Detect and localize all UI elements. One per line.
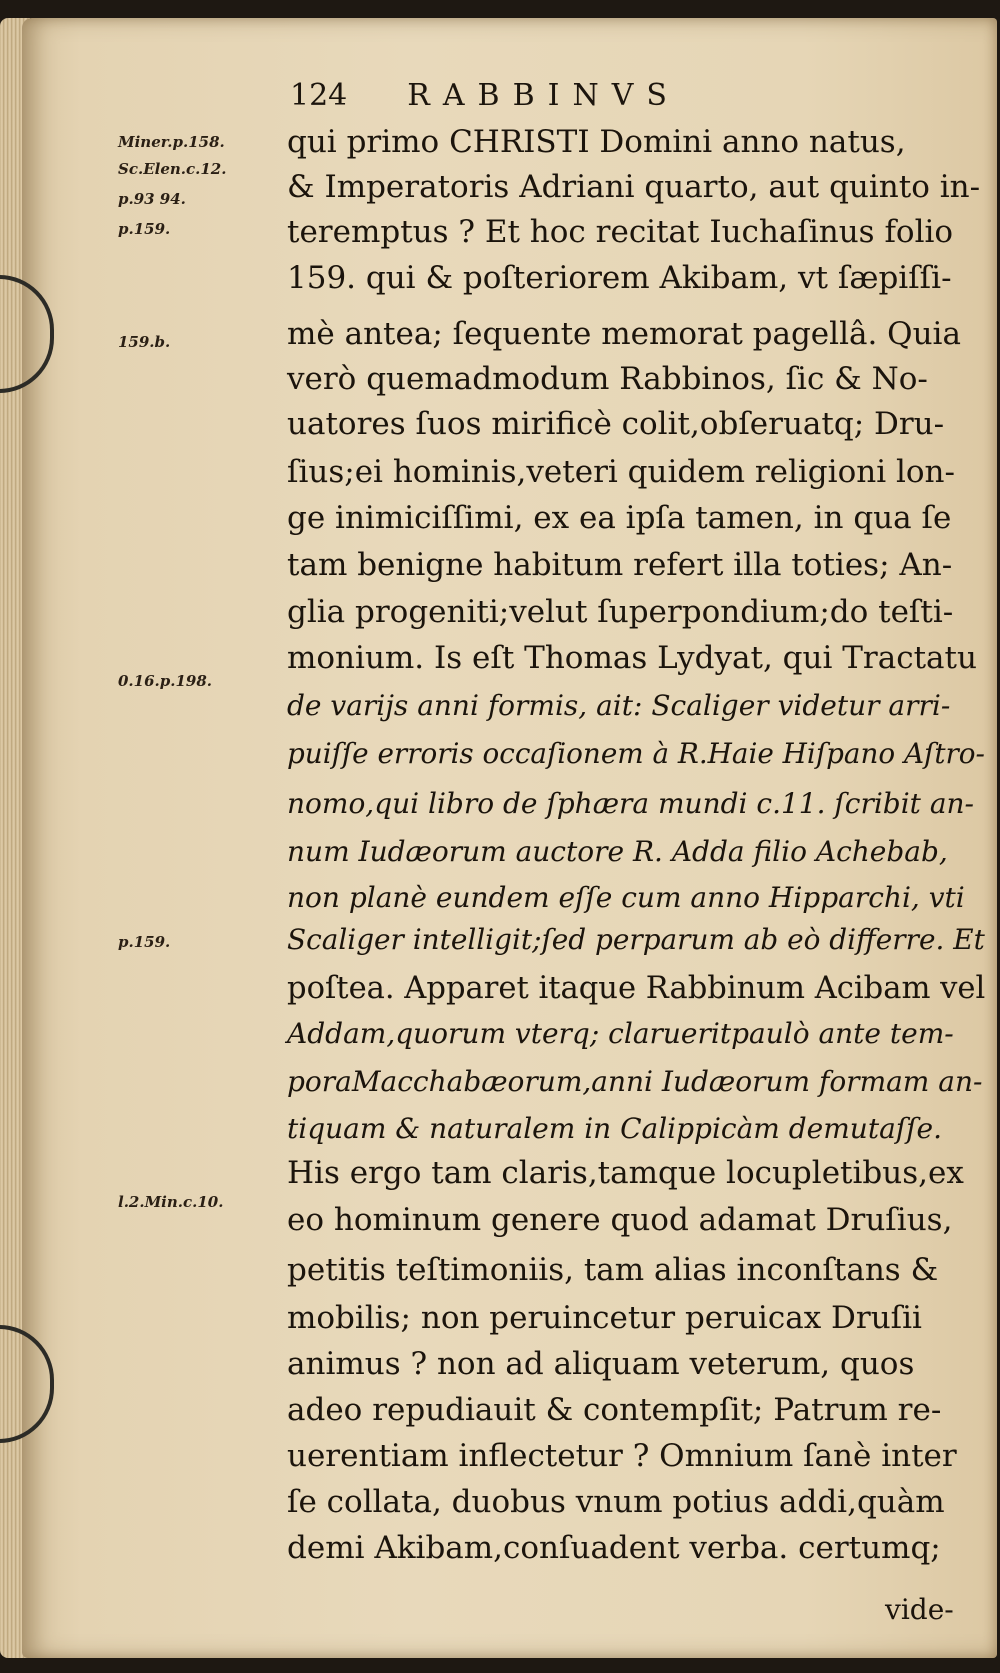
text-line: glia progeniti;velut ſuperpondium;do teſti- — [287, 594, 954, 630]
text-line: puiſſe erroris occaſionem à R.Haie Hiſpano Aſtro- — [287, 737, 985, 770]
text-line: verò quemadmodum Rabbinos, ſic & No- — [287, 361, 928, 397]
text-line: adeo repudiauit & contempſit; Patrum re- — [287, 1392, 942, 1428]
text-line: poſtea. Apparet itaque Rabbinum Acibam vel — [287, 970, 986, 1006]
text-line: eo hominum genere quod adamat Druſius, — [287, 1202, 953, 1238]
text-line: uatores ſuos mirificè colit,obſeruatq; Dru- — [287, 406, 945, 442]
running-header — [290, 78, 680, 118]
text-line: monium. Is eſt Thomas Lydyat, qui Tractatu — [287, 640, 977, 676]
margin-note: Sc.Elen.c.12. — [118, 160, 227, 178]
text-line: ge inimiciſſimi, ex ea ipſa tamen, in qua ſe — [287, 500, 952, 536]
text-line: mè antea; ſequente memorat pagellâ. Quia — [287, 316, 961, 352]
margin-note: p.159. — [118, 933, 171, 951]
running-title: RABBINVS — [407, 78, 680, 113]
text-line: num Iudæorum auctore R. Adda filio Achebab, — [287, 835, 948, 868]
text-line: ſius;ei hominis,veteri quidem religioni lon- — [287, 454, 955, 490]
text-line: His ergo tam claris,tamque locupletibus,ex — [287, 1155, 964, 1191]
text-line: ſe collata, duobus vnum potius addi,quàm — [287, 1484, 945, 1520]
text-line: teremptus ? Et hoc recitat Iuchaſinus folio — [287, 214, 954, 250]
text-line: Scaliger intelligit;ſed perparum ab eò differre. Et — [287, 923, 985, 956]
text-line: qui primo CHRISTI Domini anno natus, — [287, 124, 906, 160]
text-line: & Imperatoris Adriani quarto, aut quinto in- — [287, 169, 981, 205]
text-line: uerentiam inflectetur ? Omnium ſanè inter — [287, 1438, 957, 1474]
text-line: tiquam & naturalem in Calippicàm demutaſſe. — [287, 1112, 942, 1145]
margin-note: l.2.Min.c.10. — [118, 1193, 224, 1211]
text-line: poraMacchabæorum,anni Iudæorum formam an- — [287, 1065, 983, 1098]
margin-note: Miner.p.158. — [118, 133, 225, 151]
text-line: de varijs anni formis, ait: Scaliger videtur arri- — [287, 689, 951, 722]
text-line: petitis teſtimoniis, tam alias inconſtans & — [287, 1252, 939, 1288]
text-line: Addam,quorum vterq; clarueritpaulò ante tem- — [287, 1017, 954, 1050]
margin-note: 159.b. — [118, 333, 171, 351]
text-line: nomo,qui libro de ſphæra mundi c.11. ſcribit an- — [287, 787, 975, 820]
catchword: vide- — [885, 1593, 954, 1626]
margin-note: p.159. — [118, 220, 171, 238]
text-line: non planè eundem eſſe cum anno Hipparchi, vti — [287, 881, 965, 914]
text-line: mobilis; non peruincetur peruicax Druſii — [287, 1300, 922, 1336]
text-line: 159. qui & poſteriorem Akibam, vt ſæpiſſi- — [287, 260, 952, 296]
margin-note: 0.16.p.198. — [118, 672, 212, 690]
text-line: demi Akibam,conſuadent verba. certumq; — [287, 1530, 941, 1566]
text-line: animus ? non ad aliquam veterum, quos — [287, 1346, 915, 1382]
text-line: tam benigne habitum refert illa toties; An- — [287, 547, 953, 583]
page-number: 124 — [290, 78, 348, 113]
margin-note: p.93 94. — [118, 190, 186, 208]
